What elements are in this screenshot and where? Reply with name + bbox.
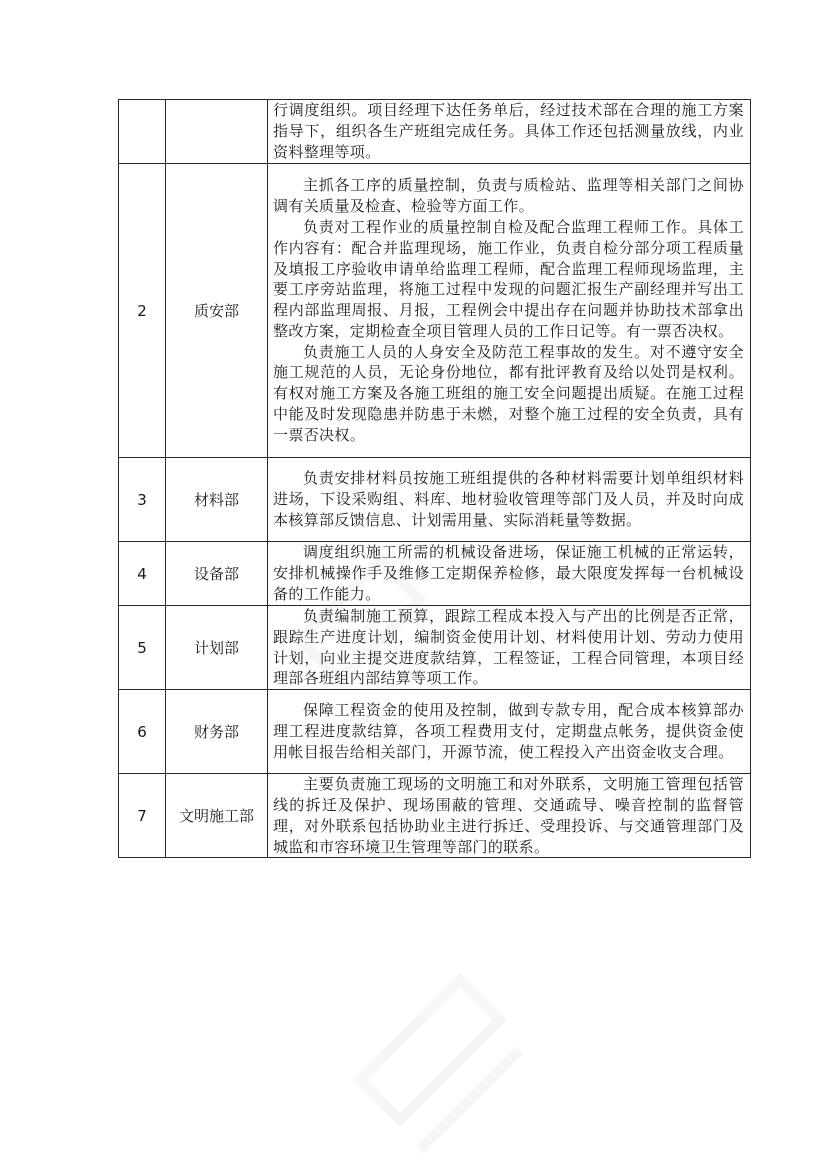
duty-description bbox=[268, 100, 751, 164]
duty-paragraph: 调度组织施工所需的机械设备进场，保证施工机械的正常运转，安排机械操作手及维修工定期保养检修，最大限度发挥每一台机械设备的工作能力。 bbox=[273, 543, 744, 603]
department-name: 设备部 bbox=[166, 542, 268, 606]
table-row bbox=[119, 774, 751, 858]
duty-description bbox=[268, 690, 751, 774]
department-name: 财务部 bbox=[166, 690, 268, 774]
duty-paragraph: 行调度组织。项目经理下达任务单后，经过技术部在合理的施工方案指导下，组织各生产班组完成任务。具体工作还包括测量放线，内业资料整理等项。 bbox=[273, 101, 744, 161]
duty-paragraph: 保障工程资金的使用及控制，做到专款专用，配合成本核算部办理工程进度款结算，各项工程费用支付，定期盘点帐务，提供资金使用帐目报告给相关部门，开源节流，使工程投入产出资金收支合理。 bbox=[273, 701, 744, 762]
row-number: 2 bbox=[119, 164, 166, 458]
duty-paragraph: 负责编制施工预算，跟踪工程成本投入与产出的比例是否正常，跟踪生产进度计划，编制资金使用计划、材料使用计划、劳动力使用计划，向业主提交进度款结算，工程签证，工程合同管理，本项目经理部各班组内部结算等项工作。 bbox=[273, 607, 744, 688]
department-name: 材料部 bbox=[166, 458, 268, 542]
department-name: 计划部 bbox=[166, 606, 268, 690]
table-row bbox=[119, 542, 751, 606]
duty-paragraph: 负责安排材料员按施工班组提供的各种材料需要计划单组织材料进场，下设采购组、料库、地材验收管理等部门及人员，并及时向成本核算部反馈信息、计划需用量、实际消耗量等数据。 bbox=[273, 469, 744, 529]
duty-paragraph: 主要负责施工现场的文明施工和对外联系，文明施工管理包括管线的拆迁及保护、现场围蔽的管理、交通疏导、噪音控制的监督管理，对外联系包括协助业主进行拆迁、受理投诉、与交通管理部门及城监和市容环境卫生管理等部门的联系。 bbox=[273, 775, 744, 856]
duty-description bbox=[268, 606, 751, 690]
duty-paragraph: 负责施工人员的人身安全及防范工程事故的发生。对不遵守安全施工规范的人员，无论身份地位，都有批评教育及给以处罚是权利。有权对施工方案及各施工班组的施工安全问题提出质疑。在施工过程中能及时发现隐患并防患于未燃，对整个施工过程的安全负责，具有一票否决权。 bbox=[273, 342, 744, 444]
duty-description bbox=[268, 458, 751, 542]
table-row bbox=[119, 100, 751, 164]
row-number: 4 bbox=[119, 542, 166, 606]
row-number: 6 bbox=[119, 690, 166, 774]
duty-description bbox=[268, 164, 751, 458]
table-row bbox=[119, 606, 751, 690]
row-number: 3 bbox=[119, 458, 166, 542]
row-number: 7 bbox=[119, 774, 166, 858]
department-duty-table bbox=[118, 99, 751, 858]
duty-paragraph: 负责对工程作业的质量控制自检及配合监理工程师工作。具体工作内容有：配合并监理现场，施工作业，负责自检分部分项工程质量及填报工序验收申请单给监理工程师，配合监理工程师现场监理，主要工序旁站监理，将施工过程中发现的问题汇报生产副经理并写出工程内部监理周报、月报，工程例会中提出存在问题并协助技术部拿出整改方案，定期检查全项目管理人员的工作日记等。有一票否决权。 bbox=[273, 217, 744, 340]
row-number: 5 bbox=[119, 606, 166, 690]
duty-description bbox=[268, 542, 751, 606]
department-name: 文明施工部 bbox=[166, 774, 268, 858]
table-row bbox=[119, 458, 751, 542]
department-name: 质安部 bbox=[166, 164, 268, 458]
table-row bbox=[119, 164, 751, 458]
row-number bbox=[119, 100, 166, 164]
department-name bbox=[166, 100, 268, 164]
table-row bbox=[119, 690, 751, 774]
duty-paragraph: 主抓各工序的质量控制，负责与质检站、监理等相关部门之间协调有关质量及检查、检验等方面工作。 bbox=[273, 176, 744, 216]
duty-description bbox=[268, 774, 751, 858]
